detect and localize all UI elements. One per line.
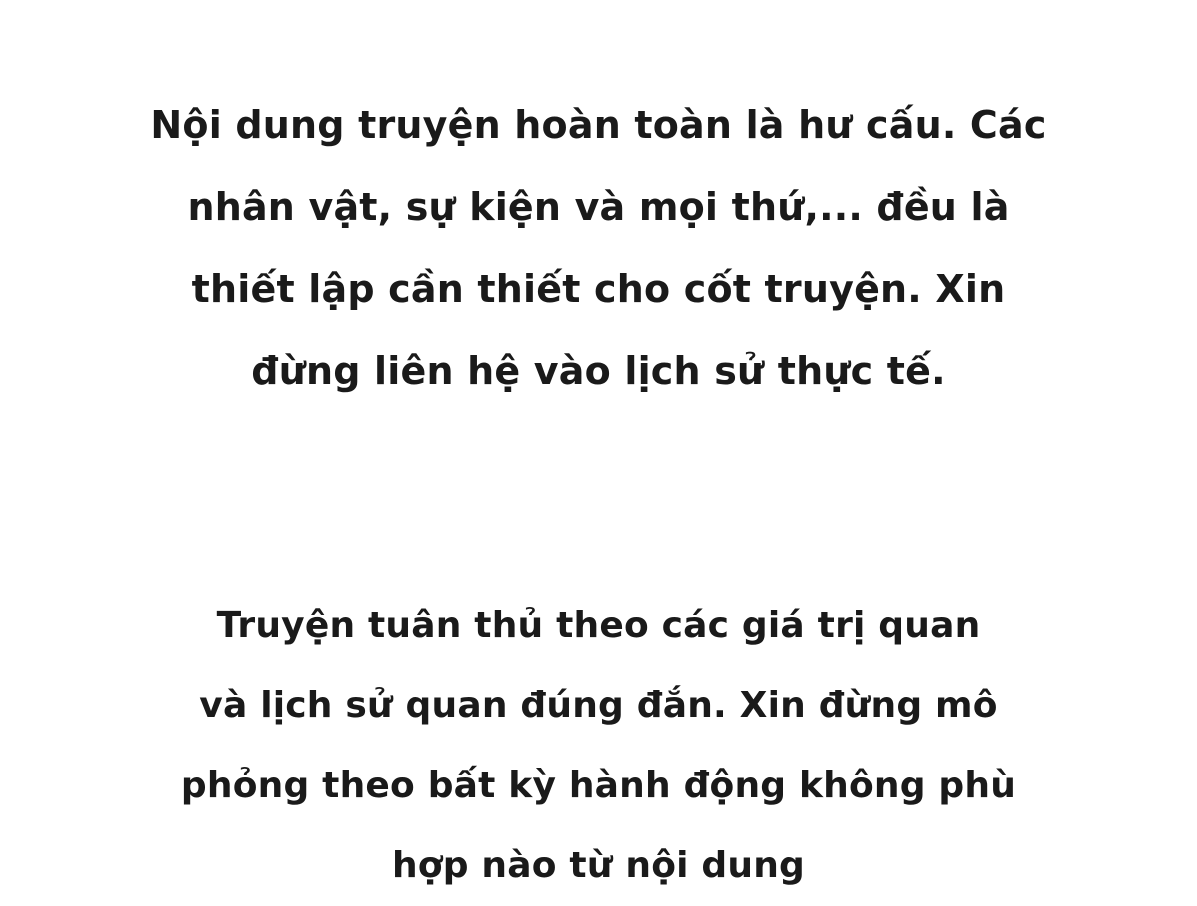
disclaimer-line: nhân vật, sự kiện và mọi thứ,... đều là	[187, 185, 1010, 229]
disclaimer-line: hợp nào từ nội dung	[391, 845, 806, 886]
disclaimer-line: thiết lập cần thiết cho cốt truyện. Xin	[191, 267, 1006, 311]
disclaimer-line: Nội dung truyện hoàn toàn là hư cấu. Các	[150, 103, 1047, 147]
disclaimer-line: đừng liên hệ vào lịch sử thực tế.	[251, 349, 946, 393]
disclaimer-line: phỏng theo bất kỳ hành động không phù	[180, 765, 1017, 806]
fiction-disclaimer-block	[0, 84, 1197, 412]
values-disclaimer-block	[0, 586, 1197, 906]
disclaimer-line: Truyện tuân thủ theo các giá trị quan	[216, 605, 981, 646]
disclaimer-line: và lịch sử quan đúng đắn. Xin đừng mô	[199, 685, 998, 726]
